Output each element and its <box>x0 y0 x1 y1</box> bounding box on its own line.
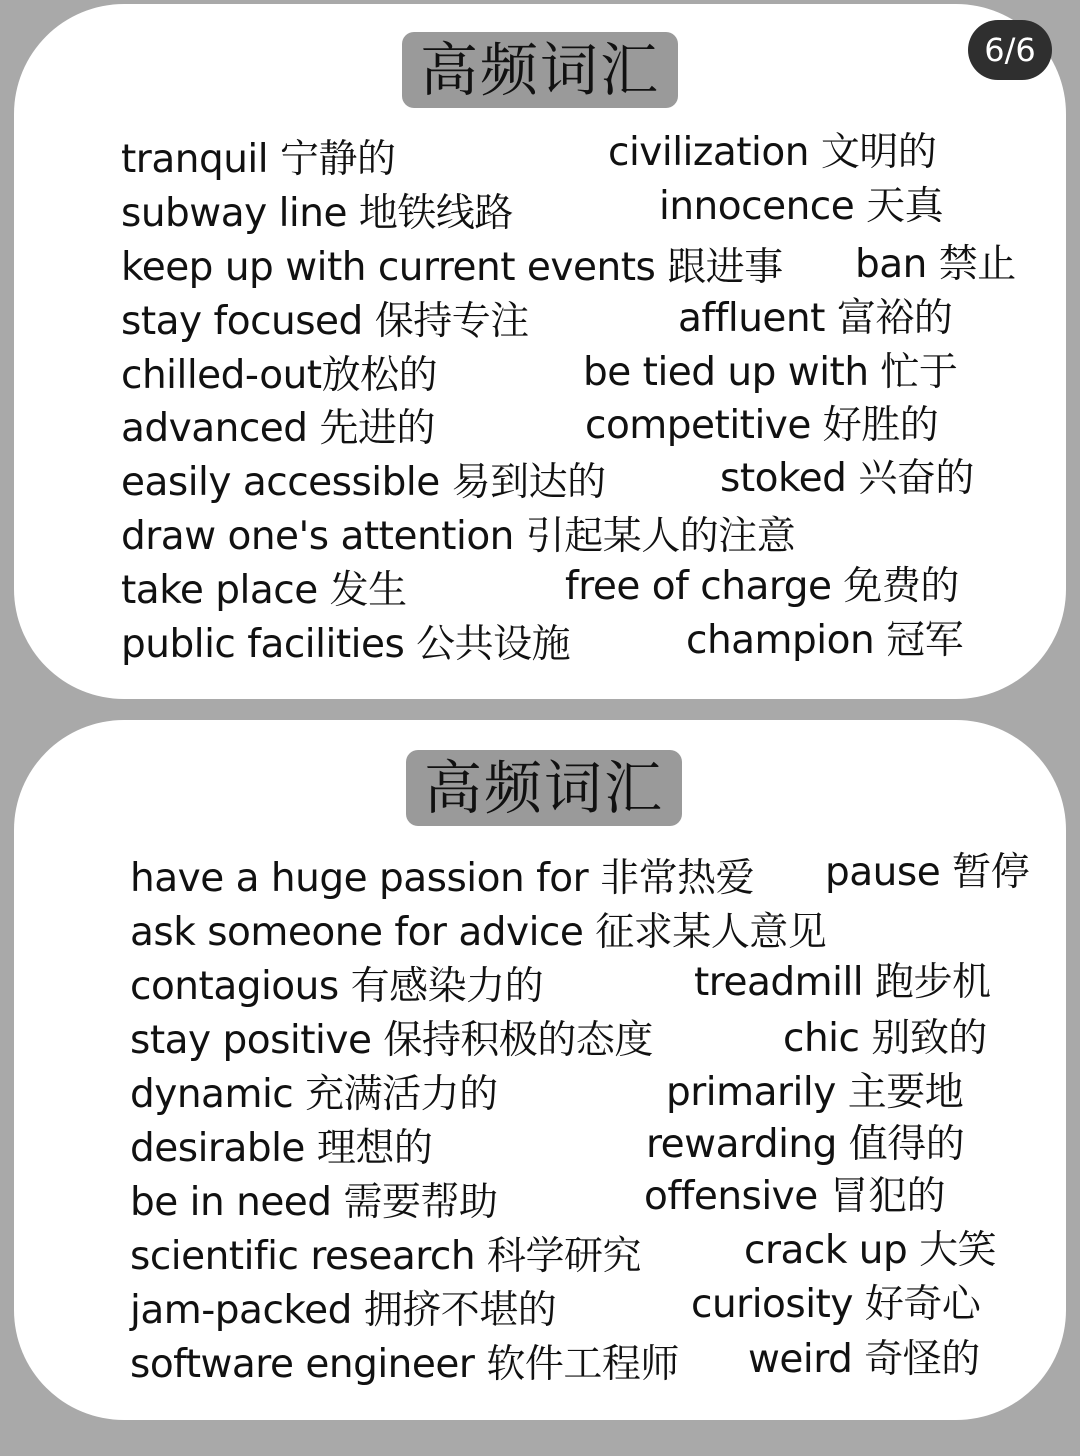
vocab-item: subway line 地铁线路 <box>121 191 513 236</box>
vocab-item: champion 冠军 <box>686 618 964 663</box>
vocab-item: be tied up with 忙于 <box>583 350 958 395</box>
vocab-item: competitive 好胜的 <box>585 403 939 448</box>
vocab-item: treadmill 跑步机 <box>694 960 991 1005</box>
vocab-card-1 <box>14 4 1066 699</box>
vocab-item: stoked 兴奋的 <box>720 456 974 501</box>
vocab-item: weird 奇怪的 <box>748 1337 980 1382</box>
vocab-item: innocence 天真 <box>659 184 944 229</box>
vocab-item: tranquil 宁静的 <box>121 137 396 182</box>
vocab-item: civilization 文明的 <box>608 130 937 175</box>
vocab-item: primarily 主要地 <box>666 1070 964 1115</box>
vocab-item: jam-packed 拥挤不堪的 <box>130 1288 557 1333</box>
vocab-item: offensive 冒犯的 <box>644 1174 946 1219</box>
vocab-item: public facilities 公共设施 <box>121 622 571 667</box>
vocab-item: chilled-out放松的 <box>121 353 438 398</box>
vocab-item: software engineer 软件工程师 <box>130 1342 679 1387</box>
vocab-item: advanced 先进的 <box>121 406 435 451</box>
vocab-item: have a huge passion for 非常热爱 <box>130 856 755 901</box>
vocab-item: easily accessible 易到达的 <box>121 460 606 505</box>
vocab-item: take place 发生 <box>121 568 407 613</box>
page-indicator-badge: 6/6 <box>968 20 1052 80</box>
vocab-item: pause 暂停 <box>825 850 1030 895</box>
vocab-item: ask someone for advice 征求某人意见 <box>130 910 827 955</box>
vocab-item: desirable 理想的 <box>130 1126 433 1171</box>
card-title: 高频词汇 <box>402 32 678 108</box>
vocab-item: stay positive 保持积极的态度 <box>130 1018 653 1063</box>
vocab-item: dynamic 充满活力的 <box>130 1072 498 1117</box>
vocab-item: keep up with current events 跟进事 <box>121 245 783 290</box>
card-title: 高频词汇 <box>406 750 682 826</box>
vocab-item: stay focused 保持专注 <box>121 299 529 344</box>
vocab-item: crack up 大笑 <box>744 1228 997 1273</box>
vocab-item: ban 禁止 <box>855 242 1016 287</box>
vocab-item: affluent 富裕的 <box>678 296 953 341</box>
vocab-item: scientific research 科学研究 <box>130 1234 641 1279</box>
vocab-item: chic 别致的 <box>783 1016 987 1061</box>
vocab-item: draw one's attention 引起某人的注意 <box>121 514 796 559</box>
vocab-item: curiosity 好奇心 <box>691 1282 981 1327</box>
vocab-card-2 <box>14 720 1066 1420</box>
vocab-item: free of charge 免费的 <box>565 564 959 609</box>
vocab-item: be in need 需要帮助 <box>130 1180 498 1225</box>
vocab-item: contagious 有感染力的 <box>130 964 544 1009</box>
vocab-item: rewarding 值得的 <box>646 1122 965 1167</box>
